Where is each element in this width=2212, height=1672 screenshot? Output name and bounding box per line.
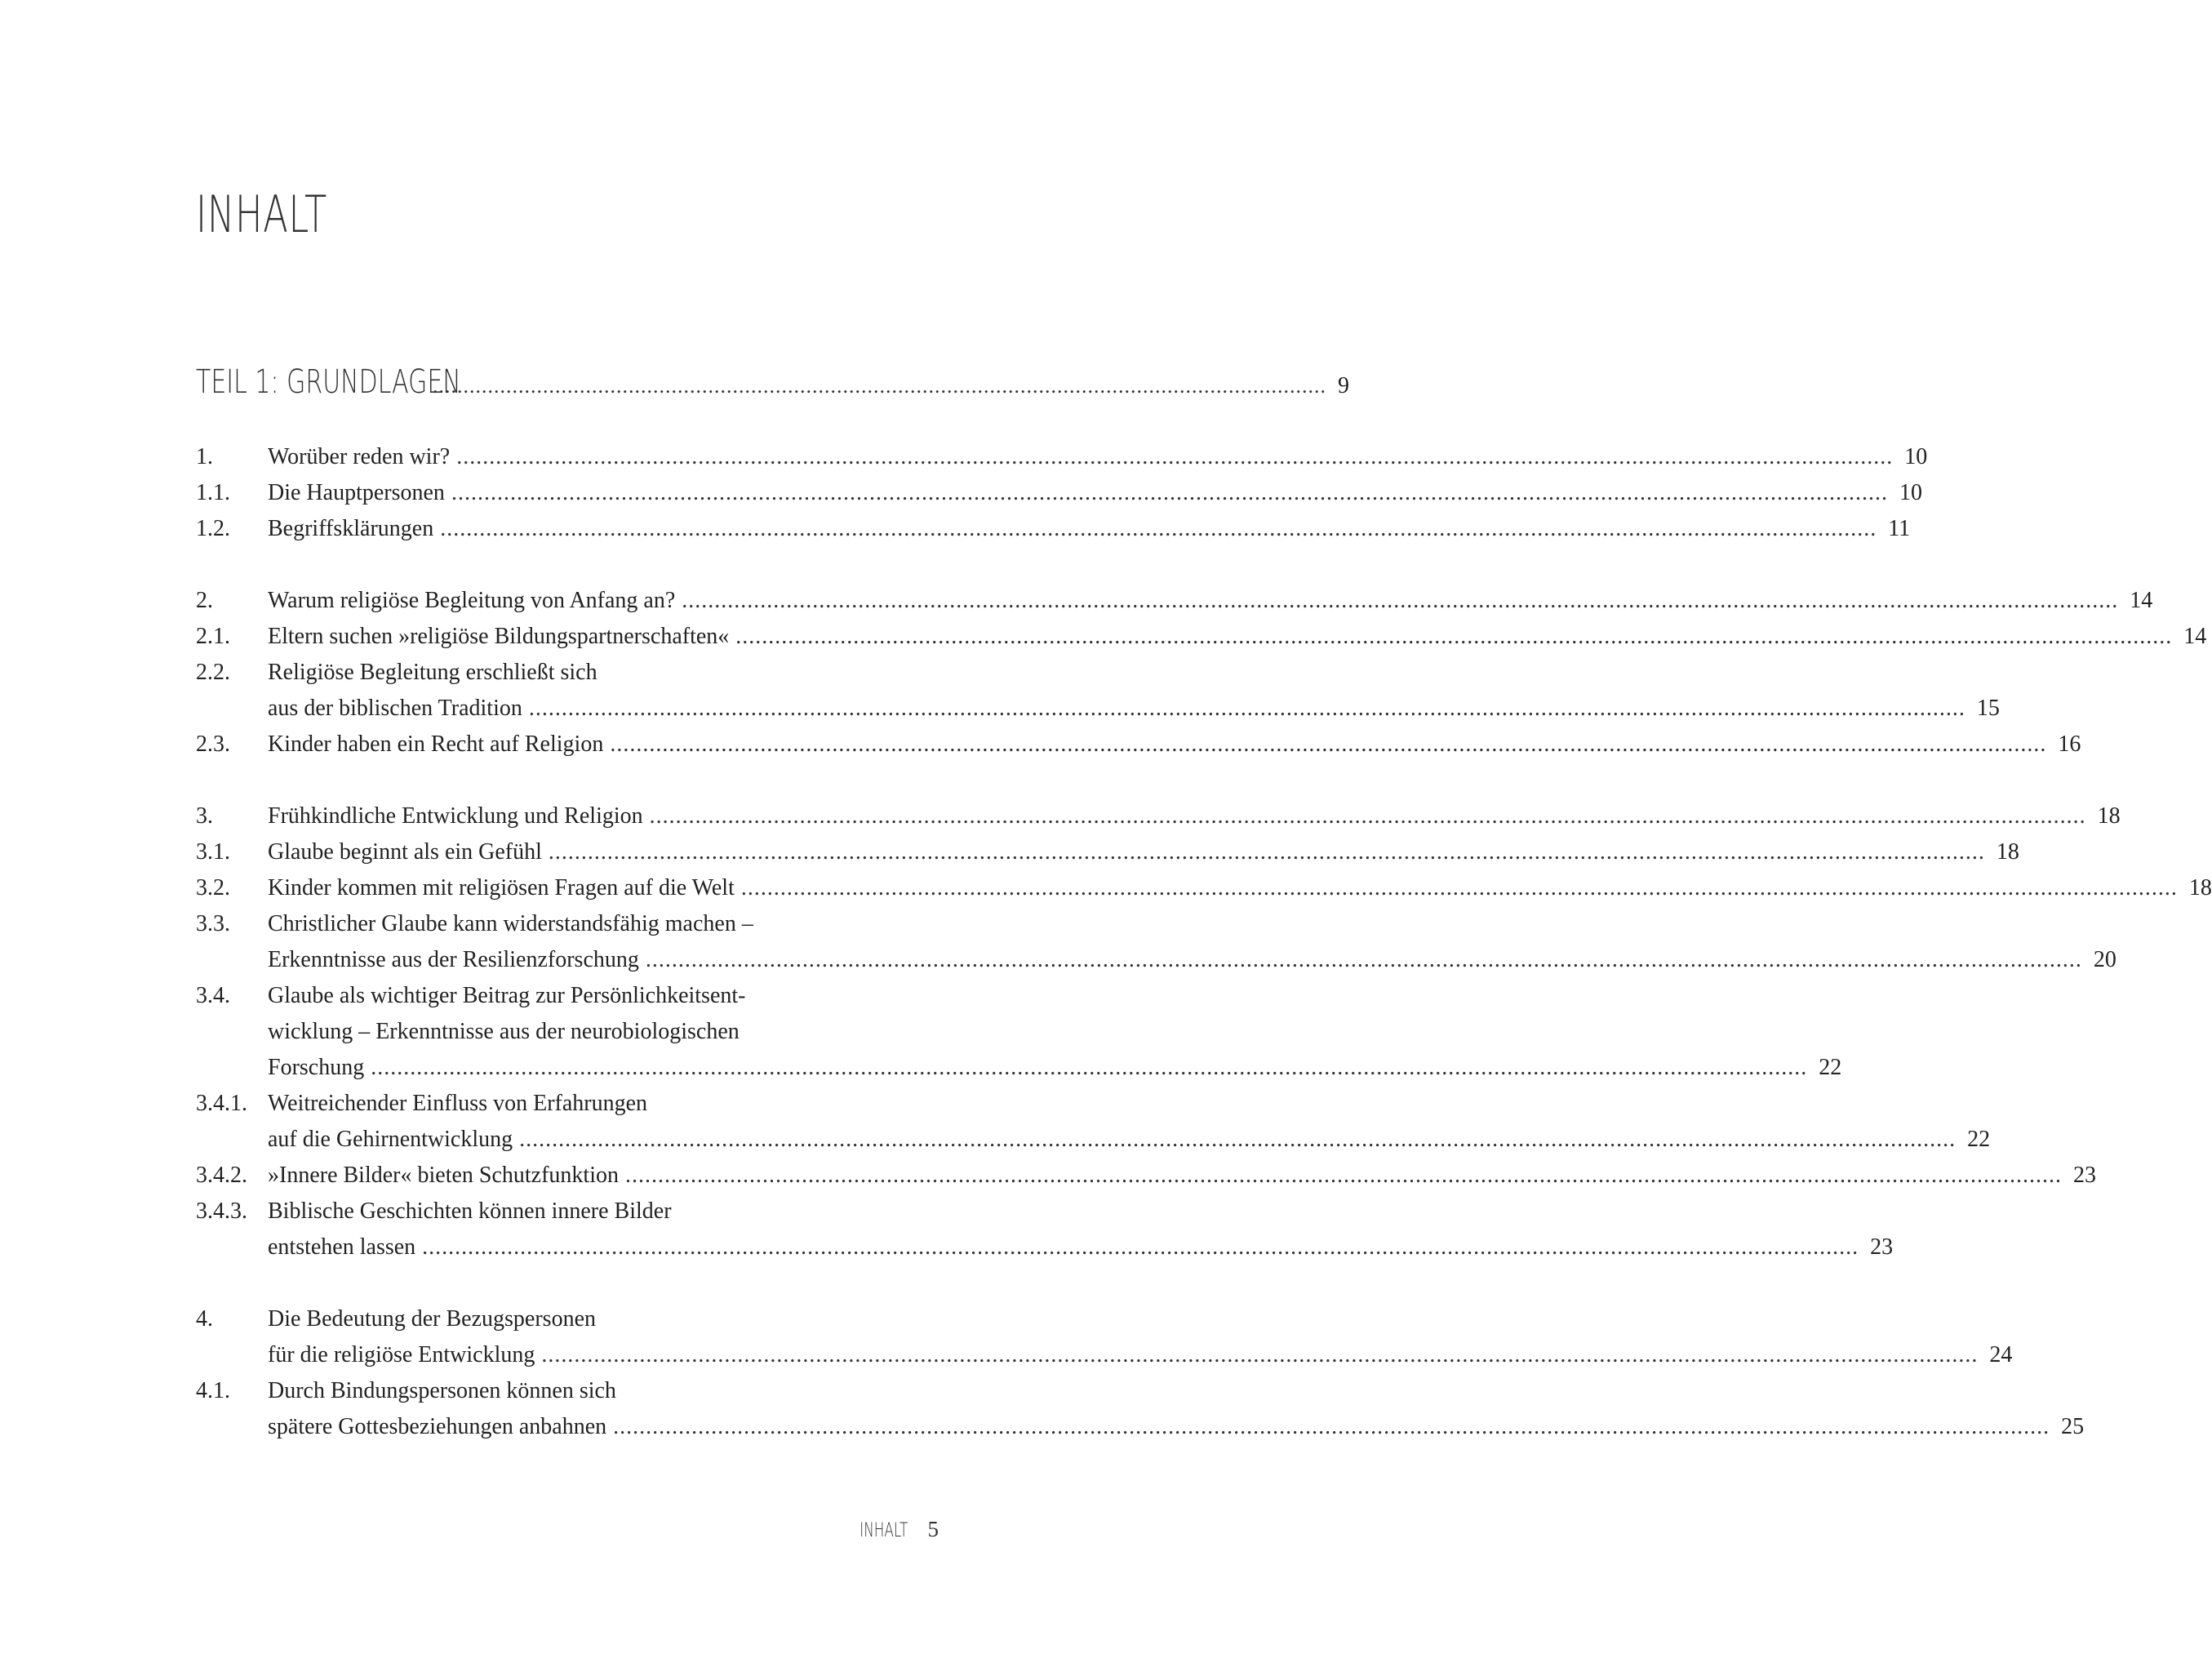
toc-entry-page: 11 [1888, 516, 1911, 541]
toc-entry[interactable] [196, 1086, 906, 1122]
toc-entry[interactable] [196, 834, 2019, 870]
toc-entry[interactable] [196, 1194, 906, 1230]
leader-dots: ............................................................................................................................................................................................................................ [451, 480, 1888, 505]
toc-entry-title: Die Bedeutung der Bezugspersonen [268, 1306, 596, 1332]
toc-entry-title: Biblische Geschichten können innere Bilder [268, 1198, 672, 1224]
toc-entry-title: Durch Bindungspersonen können sich [268, 1378, 616, 1403]
toc-entry[interactable] [196, 1337, 2013, 1373]
toc-entry-number: 3.3. [196, 911, 230, 936]
leader-dots: ............................................................................................................................................................................................................................ [422, 1234, 1859, 1260]
toc-entry-number: 1.1. [196, 480, 230, 505]
toc-entry-page: 10 [1904, 444, 1928, 469]
toc-entry-line [268, 691, 2000, 727]
toc-entry-number: 3.4.3. [196, 1198, 247, 1224]
toc-entry[interactable] [196, 1409, 2085, 1445]
page-title: INHALT [196, 185, 327, 244]
toc-entry-title: Glaube als wichtiger Beitrag zur Persönlichkeitsent- [268, 983, 746, 1008]
toc-entry-page: 22 [1819, 1055, 1842, 1080]
leader-dots: ............................................................................................................................................................................................................................ [456, 444, 1894, 469]
toc-entry-number: 4. [196, 1306, 213, 1332]
toc-entry-title: Eltern suchen »religiöse Bildungspartnerschaften« [268, 624, 730, 649]
toc-entry-line [268, 619, 2207, 655]
toc-entry-page: 24 [1989, 1342, 2013, 1367]
toc-entry-title: Erkenntnisse aus der Resilienzforschung [268, 947, 639, 972]
toc-entry-number: 1. [196, 444, 213, 469]
leader-dots: ............................................................................................................................................................................................................................ [548, 839, 1985, 865]
toc-entry[interactable] [196, 1373, 906, 1409]
toc-entry-page: 20 [2093, 947, 2117, 972]
leader-dots: .................................................................................................................................................. [433, 374, 1326, 398]
toc-entry-line [268, 1050, 1842, 1086]
toc-entry[interactable] [196, 619, 2207, 655]
leader-dots: ............................................................................................................................................................................................................................ [371, 1055, 1808, 1080]
toc-entry-page: 10 [1899, 480, 1922, 505]
toc-entry[interactable] [196, 1301, 906, 1337]
toc-entry[interactable] [196, 727, 2081, 763]
page-number: 5 [927, 1517, 939, 1541]
toc-entry-title: Weitreichender Einfluss von Erfahrungen [268, 1091, 648, 1116]
toc-entry-number: 1.2. [196, 516, 230, 541]
toc-entry-page: 23 [1870, 1234, 1894, 1260]
toc-entry-title: für die religiöse Entwicklung [268, 1342, 535, 1367]
toc-entry-title: Worüber reden wir? [268, 444, 451, 469]
toc-entry-line [268, 1337, 2013, 1373]
toc-entry-line [268, 1122, 1991, 1158]
toc-entry-title: Christlicher Glaube kann widerstandsfähig machen – [268, 911, 753, 936]
toc-entry-line [268, 511, 1911, 547]
part-page-number: 9 [1338, 373, 1349, 398]
toc-entry-title: Forschung [268, 1055, 365, 1080]
toc-entry-title: entstehen lassen [268, 1234, 416, 1260]
leader-dots: ............................................................................................................................................................................................................................ [519, 1127, 1957, 1152]
toc-entry-title: Begriffsklärungen [268, 516, 434, 541]
toc-part-heading[interactable] [196, 363, 1349, 401]
toc-entry-title: Religiöse Begleitung erschließt sich [268, 660, 597, 685]
toc-entry[interactable] [196, 511, 1911, 547]
toc-entry-page: 16 [2058, 732, 2081, 757]
toc-entry-line [268, 942, 2117, 978]
leader-dots: ............................................................................................................................................................................................................................ [645, 947, 2082, 972]
toc-entry-title: wicklung – Erkenntnisse aus der neurobiologischen [268, 1019, 740, 1044]
toc-entry-title: Glaube beginnt als ein Gefühl [268, 839, 542, 865]
toc-entry-line [268, 834, 2019, 870]
toc-entry-line [268, 798, 2121, 834]
toc-entry-line [268, 1230, 1894, 1265]
toc-entry-page: 23 [2073, 1163, 2096, 1188]
toc-entry-title: Kinder kommen mit religiösen Fragen auf die Welt [268, 875, 735, 900]
toc-entry-page: 14 [2130, 588, 2153, 613]
toc-entry-line [268, 475, 1922, 511]
toc-entry-page: 18 [1996, 839, 2019, 865]
toc-entry-title: aus der biblischen Tradition [268, 696, 522, 721]
toc-entry[interactable] [196, 475, 1922, 511]
toc-entry-number: 4.1. [196, 1378, 230, 1403]
toc-entry[interactable] [196, 691, 2000, 727]
toc-entry-title: Frühkindliche Entwicklung und Religion [268, 803, 643, 829]
toc-entry-number: 2.3. [196, 732, 230, 757]
leader-dots: ............................................................................................................................................................................................................................ [440, 516, 1877, 541]
toc-entry-page: 14 [2183, 624, 2207, 649]
toc-entry-number: 2.2. [196, 660, 230, 685]
leader-dots: ............................................................................................................................................................................................................................ [541, 1342, 1979, 1367]
page-footer [857, 1517, 939, 1542]
toc-entry-number: 3.1. [196, 839, 230, 865]
leader-dots: ............................................................................................................................................................................................................................ [613, 1414, 2050, 1439]
toc-entry-number: 3.4.1. [196, 1091, 247, 1116]
toc-entry-title: auf die Gehirnentwicklung [268, 1127, 513, 1152]
toc-entry-page: 18 [2188, 875, 2212, 900]
toc-entry[interactable] [196, 1050, 1842, 1086]
toc-entry[interactable] [196, 439, 1928, 475]
toc-entry[interactable] [196, 870, 2212, 906]
toc-entry-line [268, 870, 2212, 906]
toc-entry[interactable] [196, 655, 906, 691]
toc-entry-line [268, 1158, 2096, 1194]
toc-entry-line [268, 727, 2081, 763]
leader-dots: ............................................................................................................................................................................................................................ [625, 1163, 2062, 1188]
toc-entry-title: »Innere Bilder« bieten Schutzfunktion [268, 1163, 619, 1188]
toc-entry-number: 3.4. [196, 983, 230, 1008]
toc-entry-page: 18 [2097, 803, 2121, 829]
toc-entry-line [268, 583, 2153, 619]
toc-entry-title: Die Hauptpersonen [268, 480, 445, 505]
toc-entry-number: 3. [196, 803, 213, 829]
toc-entry-title: Warum religiöse Begleitung von Anfang an? [268, 588, 676, 613]
toc-entry-number: 3.4.2. [196, 1163, 247, 1188]
toc-entry[interactable] [196, 1158, 2096, 1194]
leader-dots: ............................................................................................................................................................................................................................ [649, 803, 2086, 829]
toc-entry[interactable] [196, 978, 906, 1014]
toc-entry-line [268, 1409, 2085, 1445]
toc-entry-page: 15 [1976, 696, 2000, 721]
toc-entry-title: Kinder haben ein Recht auf Religion [268, 732, 604, 757]
leader-dots: ............................................................................................................................................................................................................................ [610, 732, 2047, 757]
part-label: TEIL 1: GRUNDLAGEN [196, 363, 461, 401]
toc-entry[interactable] [196, 1014, 906, 1050]
leader-dots: ............................................................................................................................................................................................................................ [740, 875, 2178, 900]
toc-entry[interactable] [196, 1122, 1991, 1158]
running-header: INHALT [859, 1519, 908, 1541]
toc-entry-number: 2.1. [196, 624, 230, 649]
leader-dots: ............................................................................................................................................................................................................................ [735, 624, 2173, 649]
leader-dots: ............................................................................................................................................................................................................................ [528, 696, 1965, 721]
toc-entry-page: 22 [1967, 1127, 1991, 1152]
toc-entry[interactable] [196, 583, 2153, 619]
toc-entry-number: 2. [196, 588, 213, 613]
toc-entry-number: 3.2. [196, 875, 230, 900]
toc-entry-page: 25 [2061, 1414, 2085, 1439]
toc-entry-title: spätere Gottesbeziehungen anbahnen [268, 1414, 607, 1439]
toc-entry[interactable] [196, 906, 906, 942]
leader-dots: ............................................................................................................................................................................................................................ [682, 588, 2119, 613]
toc-entry[interactable] [196, 942, 2117, 978]
toc-entry[interactable] [196, 798, 2121, 834]
toc-entry[interactable] [196, 1230, 1894, 1265]
toc-entry-line [268, 439, 1928, 475]
